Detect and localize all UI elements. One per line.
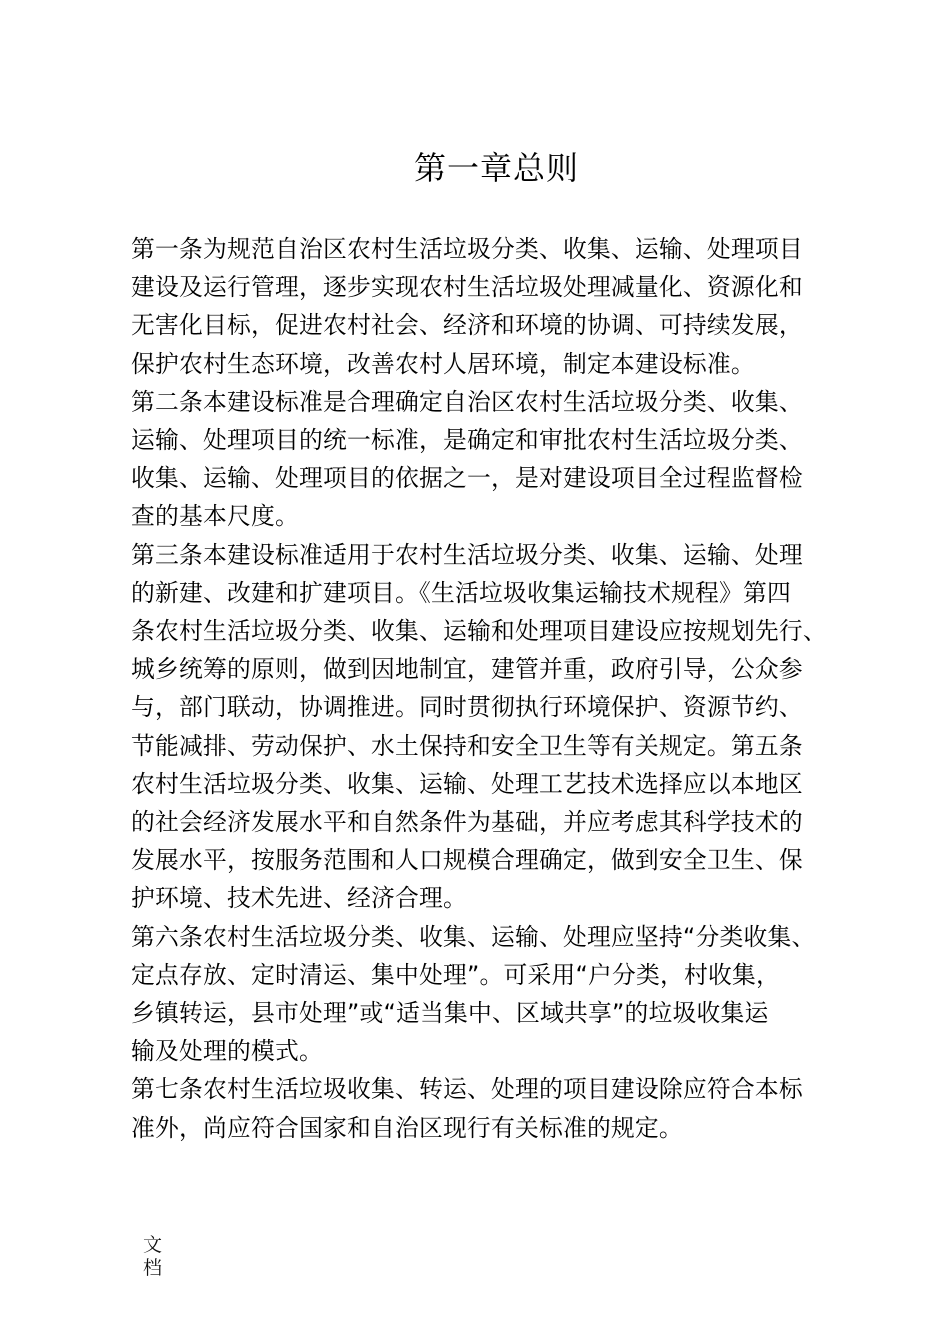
body-line: 的新建、改建和扩建项目。《生活垃圾收集运输技术规程》第四 <box>131 578 792 607</box>
body-line: 第一条为规范自治区农村生活垃圾分类、收集、运输、处理项目 <box>131 235 803 263</box>
body-line: 与，部门联动，协调推进。同时贯彻执行环境保护、资源节约、 <box>131 693 803 722</box>
body-line: 输及处理的模式。 <box>131 1037 323 1066</box>
body-line: 护环境、技术先进、经济合理。 <box>131 884 467 913</box>
body-line: 查的基本尺度。 <box>131 502 299 531</box>
body-line: 运输、处理项目的统一标准，是确定和审批农村生活垃圾分类、 <box>131 426 803 455</box>
body-line: 收集、运输、处理项目的依据之一，是对建设项目全过程监督检 <box>131 464 803 493</box>
chapter-title: 第一章总则 <box>413 149 579 187</box>
body-line: 准外，尚应符合国家和自治区现行有关标准的规定。 <box>131 1113 683 1142</box>
body-line: 发展水平，按服务范围和人口规模合理确定，做到安全卫生、保 <box>131 846 803 875</box>
body-line: 条农村生活垃圾分类、收集、运输和处理项目建设应按规划先行、 <box>131 617 827 646</box>
body-line: 的社会经济发展水平和自然条件为基础，并应考虑其科学技术的 <box>131 808 803 837</box>
body-line: 无害化目标，促进农村社会、经济和环境的协调、可持续发展， <box>131 311 803 340</box>
body-line: 农村生活垃圾分类、收集、运输、处理工艺技术选择应以本地区 <box>131 769 803 798</box>
footer-label <box>143 1234 167 1280</box>
body-line: 第三条本建设标准适用于农村生活垃圾分类、收集、运输、处理 <box>131 540 803 569</box>
body-line: 保护农村生态环境，改善农村人居环境，制定本建设标准。 <box>131 349 755 378</box>
footer-char: 档 <box>143 1257 163 1279</box>
body-line: 第六条农村生活垃圾分类、收集、运输、处理应坚持“分类收集、 <box>131 922 816 951</box>
body-line: 第七条农村生活垃圾收集、转运、处理的项目建设除应符合本标 <box>131 1075 803 1104</box>
body-line: 定点存放、定时清运、集中处理”。可采用“户分类，村收集， <box>131 960 780 989</box>
body-line: 城乡统筹的原则，做到因地制宜，建管并重，政府引导，公众参 <box>131 655 803 684</box>
footer-char: 文 <box>143 1234 163 1256</box>
document-body <box>131 230 871 1147</box>
body-line: 乡镇转运，县市处理”或“适当集中、区域共享”的垃圾收集运 <box>131 999 769 1028</box>
body-line: 节能减排、劳动保护、水土保持和安全卫生等有关规定。第五条 <box>131 731 803 760</box>
body-line: 第二条本建设标准是合理确定自治区农村生活垃圾分类、收集、 <box>131 387 803 416</box>
body-line: 建设及运行管理，逐步实现农村生活垃圾处理减量化、资源化和 <box>131 273 803 302</box>
